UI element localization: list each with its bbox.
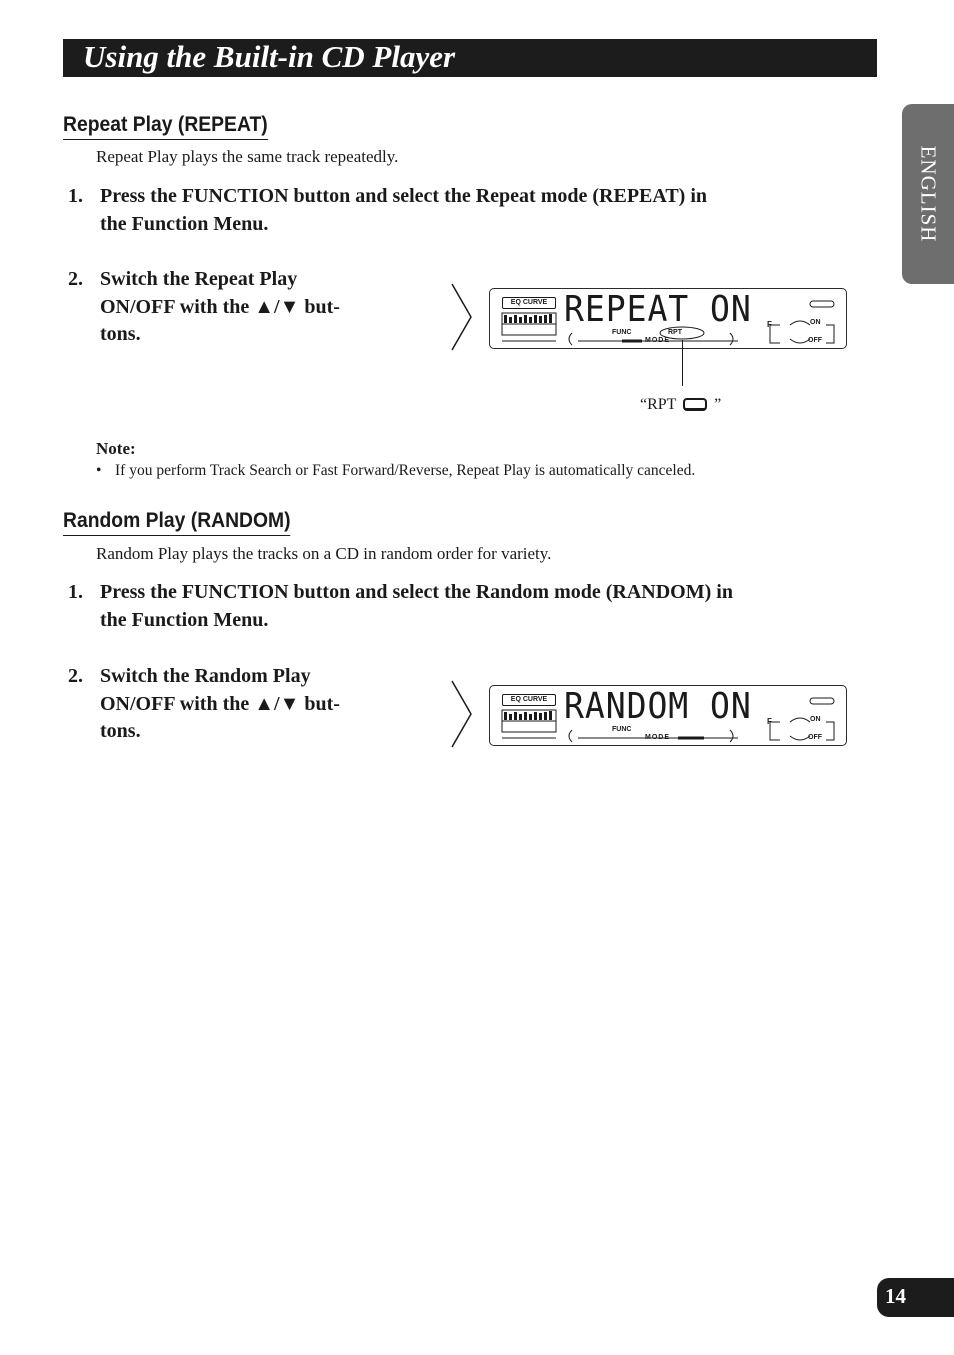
chevron-right-icon	[450, 679, 474, 749]
step-text-line: tons.	[100, 720, 141, 742]
random-section-heading: Random Play (RANDOM)	[63, 508, 291, 536]
random-step-2	[68, 663, 408, 747]
random-step-1	[68, 579, 858, 635]
step-text	[100, 183, 707, 238]
lcd-display-random	[489, 685, 847, 746]
lcd-off-label: OFF	[808, 734, 822, 741]
step-text-line: the Function Menu.	[100, 212, 269, 235]
step-text-line: the Function Menu.	[100, 608, 269, 631]
step-text-line: tons.	[100, 323, 141, 345]
step-text-line: Switch the Random Play	[100, 665, 311, 687]
lcd-mode-label: MODE	[645, 734, 670, 741]
bullet: •	[96, 462, 102, 479]
note-label: Note:	[96, 439, 136, 458]
page-title: Using the Built-in CD Player	[83, 39, 456, 74]
lcd-eq-curve-label: EQ CURVE	[502, 297, 556, 309]
page-number-badge	[877, 1278, 954, 1317]
random-intro: Random Play plays the tracks on a CD in random order for variety.	[96, 544, 552, 563]
step-text-line: ON/OFF with the ▲/▼ but-	[100, 692, 340, 715]
step-text-line: Press the FUNCTION button and select the Repeat mode (REPEAT) in	[100, 185, 708, 207]
lcd-off-label: OFF	[808, 337, 822, 344]
repeat-icon	[683, 398, 707, 411]
step-text	[100, 579, 733, 634]
note-text: If you perform Track Search or Fast Forward/Reverse, Repeat Play is automatically canceled.	[115, 462, 696, 479]
lcd-on-label: ON	[810, 716, 821, 723]
repeat-step-2	[68, 266, 408, 350]
lcd-on-label: ON	[810, 319, 821, 326]
lcd-func-label: FUNC	[612, 329, 632, 336]
lcd-eq-curve-label: EQ CURVE	[502, 694, 556, 706]
step-text-line: ON/OFF with the ▲/▼ but-	[100, 295, 340, 318]
title-bar	[63, 39, 877, 77]
lcd-func-label: FUNC	[612, 726, 632, 733]
page-number: 14	[885, 1284, 906, 1308]
repeat-section-heading: Repeat Play (REPEAT)	[63, 112, 268, 140]
lcd-display-repeat	[489, 288, 847, 349]
step-text-line: Press the FUNCTION button and select the Random mode (RANDOM) in	[100, 581, 733, 603]
step-text	[100, 266, 340, 349]
step-text-line: Switch the Repeat Play	[100, 268, 298, 290]
repeat-step-1	[68, 183, 848, 239]
lcd-rpt-label: RPT	[668, 329, 682, 336]
lcd-main-text: RANDOM ON	[564, 686, 752, 727]
callout-line	[682, 340, 683, 386]
lcd-main-text: REPEAT ON	[564, 289, 752, 330]
repeat-intro: Repeat Play plays the same track repeatedly.	[96, 147, 399, 166]
language-tab	[902, 104, 954, 284]
language-tab-label: ENGLISH	[916, 145, 941, 243]
callout-open: “RPT	[640, 396, 677, 413]
chevron-right-icon	[450, 282, 474, 352]
step-number: 1.	[68, 185, 83, 207]
step-number: 1.	[68, 581, 83, 603]
step-number: 2.	[68, 268, 83, 290]
step-text	[100, 663, 340, 746]
lcd-f-label: F	[767, 320, 772, 329]
step-number: 2.	[68, 665, 83, 687]
lcd-f-label: F	[767, 717, 772, 726]
lcd-mode-label: MODE	[645, 337, 670, 344]
callout-close: ”	[714, 396, 722, 413]
rpt-callout	[640, 396, 721, 414]
